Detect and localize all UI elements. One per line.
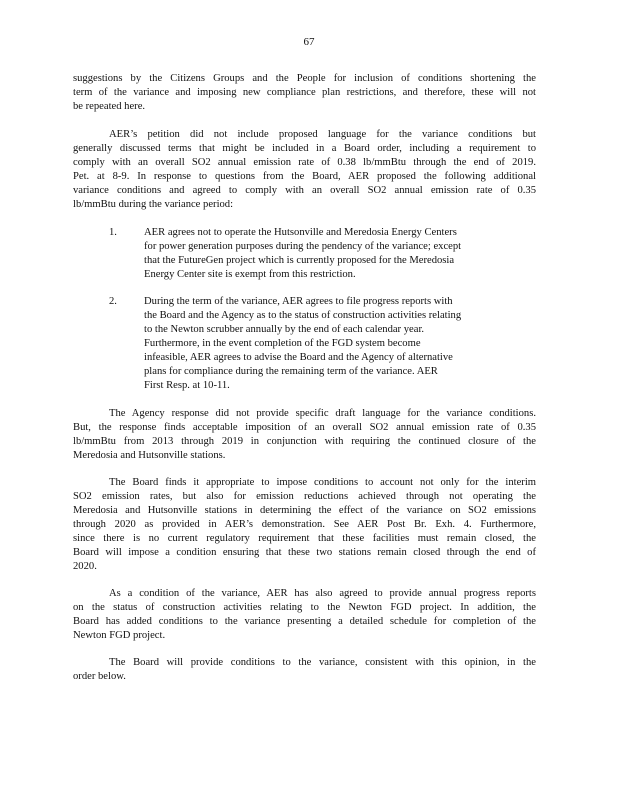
text-line: Meredosia and Hutsonville stations.: [73, 450, 226, 461]
text-line: infeasible, AER agrees to advise the Board and the Agency of alternative: [144, 352, 453, 363]
paragraph-6: [73, 656, 536, 684]
page-number: 67: [303, 36, 315, 48]
text-line: The Board will provide conditions to the variance, consistent with this opinion, in the: [109, 657, 536, 668]
paragraph-5: [73, 587, 536, 643]
text-line: to the Newton scrubber annually by the end of each calendar year.: [144, 324, 425, 335]
text-line: term of the variance and imposing new compliance plan restrictions, and therefore, these will not: [73, 87, 536, 98]
text-line: Newton FGD project.: [73, 630, 166, 641]
paragraph-4: [73, 476, 536, 574]
text-line: be repeated here.: [73, 101, 146, 112]
text-line: lb/mmBtu from 2013 through 2019 in conjunction with requiring the continued closure of the: [73, 436, 536, 447]
text-line: But, the response finds acceptable imposition of an overall SO2 annual emission rate of 0.35: [73, 422, 536, 433]
text-line: Board has added conditions to the variance presenting a detailed schedule for completion of the: [73, 616, 536, 627]
paragraph-1: [73, 72, 536, 114]
text-line: variance conditions and agreed to comply with an overall SO2 annual emission rate of 0.35: [73, 185, 536, 196]
text-line: SO2 emission rates, but also for emission reductions achieved through not operating the: [73, 491, 536, 502]
text-line: on the status of construction activities relating to the Newton FGD project. In addition, the: [73, 602, 536, 613]
text-line: Energy Center site is exempt from this restriction.: [144, 269, 356, 280]
text-line: comply with an overall SO2 annual emission rate of 0.38 lb/mmBtu through the end of 2019.: [73, 157, 536, 168]
text-line: suggestions by the Citizens Groups and the People for inclusion of conditions shortening the: [73, 73, 536, 84]
text-line: As a condition of the variance, AER has also agreed to provide annual progress reports: [109, 588, 536, 599]
text-line: lb/mmBtu during the variance period:: [73, 199, 234, 210]
text-line: AER’s petition did not include proposed language for the variance conditions but: [109, 129, 536, 140]
text-line: generally discussed terms that might be included in a Board order, including a requirement to: [73, 143, 536, 154]
text-line: for power generation purposes during the pendency of the variance; except: [144, 241, 462, 252]
text-line: Furthermore, in the event completion of the FGD system become: [144, 338, 421, 349]
text-line: Pet. at 8-9. In response to questions from the Board, AER proposed the following additional: [73, 171, 536, 182]
paragraph-2: [73, 128, 536, 212]
text-line: 2020.: [73, 561, 97, 572]
text-line: AER agrees not to operate the Hutsonville and Meredosia Energy Centers: [144, 227, 457, 238]
text-line: since there is no current regulatory requirement that these facilities must remain closed, the: [73, 533, 536, 544]
paragraph-3: [73, 407, 536, 463]
text-line: plans for compliance during the remaining term of the variance. AER: [144, 366, 438, 377]
list-item-number: 1.: [109, 227, 117, 238]
text-line: First Resp. at 10-11.: [144, 380, 230, 391]
text-line: order below.: [73, 671, 126, 682]
text-line: through 2020 as provided in AER’s demonstration. See AER Post Br. Exh. 4. Furthermore,: [73, 519, 536, 530]
text-line: the Board and the Agency as to the status of construction activities relating: [144, 310, 462, 321]
text-line: The Board finds it appropriate to impose conditions to account not only for the interim: [109, 477, 536, 488]
text-line: Meredosia and Hutsonville stations in determining the effect of the variance on SO2 emissions: [73, 505, 536, 516]
text-line: Board will impose a condition ensuring that these two stations remain closed through the end of: [73, 547, 536, 558]
text-line: The Agency response did not provide specific draft language for the variance conditions.: [109, 408, 536, 419]
text-line: During the term of the variance, AER agrees to file progress reports with: [144, 296, 453, 307]
list-item-number: 2.: [109, 296, 117, 307]
text-line: that the FutureGen project which is currently proposed for the Meredosia: [144, 255, 455, 266]
